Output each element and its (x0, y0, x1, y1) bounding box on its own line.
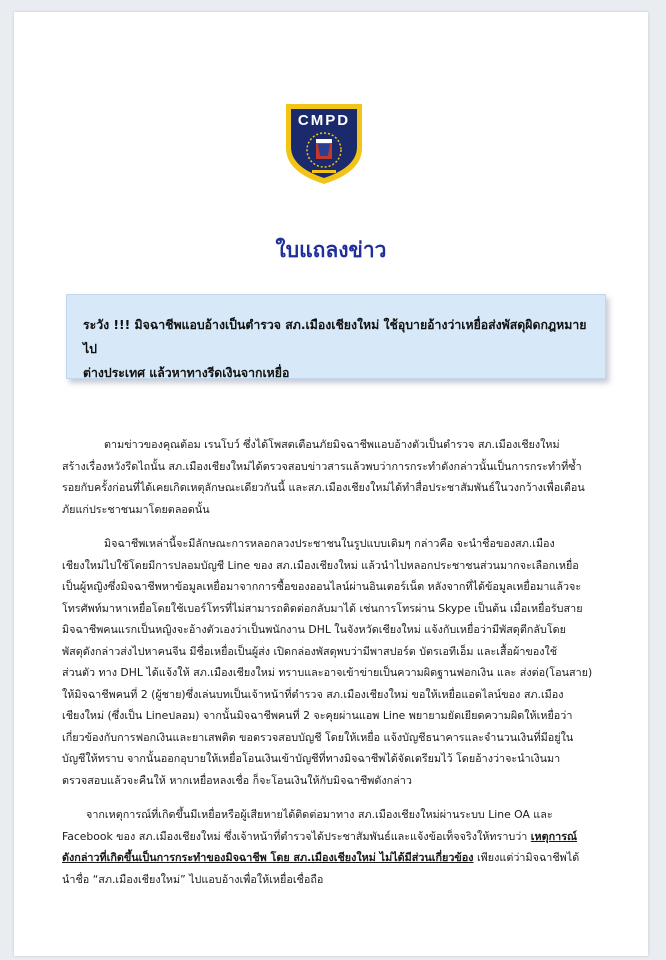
paragraph-3 (62, 804, 614, 890)
text-line: สร้างเรื่องหวังรีดไถนั้น สภ.เมืองเชียงใหม่ได้ตรวจสอบข่าวสารแล้วพบว่าการกระทำดังกล่าวนั้นเป็นการกระทำที่ซ้ำ (62, 459, 582, 473)
text-line: ส่วนตัว ทาง DHL ได้แจ้งให้ สภ.เมืองเชียงใหม่ ทราบและอาจเข้าข่ายเป็นความผิดฐานฟอกเงิน และ ส่งต่อ(โอนสาย) (62, 666, 593, 679)
text-emphasis: เหตุการณ์ (530, 829, 578, 843)
warning-notice-box (66, 294, 606, 379)
text-line: รอยกับครั้งก่อนที่ได้เคยเกิดเหตุลักษณะเดียวกันนี้ และสภ.เมืองเชียงใหม่ได้ทำสื่อประชาสัมพันธ์ในวงกว้างเพื่อเตือน (62, 481, 585, 494)
text-line: นำชื่อ “สภ.เมืองเชียงใหม่” ไปแอบอ้างเพื่อให้เหยื่อเชื่อถือ (62, 872, 324, 886)
text-line: บัญชีให้ทราบ จากนั้นออกอุบายให้เหยื่อโอนเงินเข้าบัญชีที่ทางมิจฉาชีพได้จัดเตรียมไว้ โดยอ้างว่าจะนำเงินมา (62, 752, 561, 765)
text-line: เกี่ยวข้องกับการฟอกเงินและยาเสพติด ขอตรวจสอบบัญชี โดยให้เหยื่อ แจ้งบัญชีธนาคารและจำนวนเงินที่มีอยู่ใน (62, 730, 574, 744)
text-emphasis: ดังกล่าวที่เกิดขึ้นเป็นการกระทำของมิจฉาชีพ โดย สภ.เมืองเชียงใหม่ ไม่ได้มีส่วนเกี่ยวข้อง (62, 851, 474, 864)
text-line: มิจฉาชีพคนแรกเป็นหญิงจะอ้างตัวเองว่าเป็นพนักงาน DHL ในจังหวัดเชียงใหม่ แจ้งกับเหยื่อว่ามีพัสดุตีกลับโดย (62, 623, 566, 636)
text-line: จากเหตุการณ์ที่เกิดขึ้นมีเหยื่อหรือผู้เสียหายได้ติดต่อมาทาง สภ.เมืองเชียงใหม่ผ่านระบบ Line OA และ (86, 808, 553, 821)
text-plain: Facebook ของ สภ.เมืองเชียงใหม่ ซึ่งเจ้าหน้าที่ตำรวจได้ประชาสัมพันธ์และแจ้งข้อเท็จจริงให้ทราบว่า (62, 829, 531, 843)
text-line: เป็นผู้หญิงซึ่งมิจฉาชีพหาข้อมูลเหยื่อมาจากการซื้อของออนไลน์ผ่านอินเตอร์เน็ต หลังจากที่ได้ข้อมูลเหยื่อมาแล้วจะ (62, 580, 582, 593)
document-page (14, 12, 648, 956)
text-line (62, 847, 614, 869)
paragraph-1 (62, 434, 614, 520)
text-plain: เพียงแต่ว่ามิจฉาชีพได้ (473, 851, 580, 864)
logo-text: CMPD (297, 112, 351, 129)
text-line: เชียงใหม่ไปใช้โดยมีการปลอมบัญชี Line ของ สภ.เมืองเชียงใหม่ แล้วนำไปหลอกประชาชนส่วนมากจะเลือกเหยื่อ (62, 558, 579, 572)
text-line: โทรศัพท์มาหาเหยื่อโดยใช้เบอร์โทรที่ไม่สามารถติดต่อกลับมาได้ เช่นการโทรผ่าน Skype เป็นต้น เมื่อเหยื่อรับสาย (62, 601, 583, 615)
text-line: พัสดุดังกล่าวส่งไปหาคนจีน มีชื่อเหยื่อเป็นผู้ส่ง เปิดกล่องพัสดุพบว่ามีพาสปอร์ต บัตรเอทีเอ็ม และเสื้อผ้าของใช้ (62, 644, 558, 658)
notice-line-1: ระวัง !!! มิจฉาชีพแอบอ้างเป็นตำรวจ สภ.เมืองเชียงใหม่ ใช้อุบายอ้างว่าเหยื่อส่งพัสดุผิดกฎหมายไป (83, 318, 587, 356)
text-line: ภัยแก่ประชาชนมาโดยตลอดนั้น (62, 502, 210, 516)
text-line: เชียงใหม่ (ซึ่งเป็น Lineปลอม) จากนั้นมิจฉาชีพคนที่ 2 จะคุยผ่านแอพ Line พยายามยัดเยียดความผิดให้เหยื่อว่า (62, 709, 573, 722)
article-body (62, 434, 614, 903)
text-line: ตรวจสอบแล้วจะคืนให้ หากเหยื่อหลงเชื่อ ก็จะโอนเงินให้กับมิจฉาชีพดังกล่าว (62, 773, 412, 787)
notice-line-2: ต่างประเทศ แล้วหาทางรีดเงินจากเหยื่อ (83, 366, 290, 380)
cmpd-badge-logo (282, 100, 366, 186)
text-line: ให้มิจฉาชีพคนที่ 2 (ผู้ชาย)ซึ่งเล่นบทเป็นเจ้าหน้าที่ตำรวจ สภ.เมืองเชียงใหม่ ขอให้เหยื่อแอดไลน์ของ สภ.เมือง (62, 687, 564, 701)
text-line: มิจฉาชีพเหล่านี้จะมีลักษณะการหลอกลวงประชาชนในรูปแบบเดิมๆ กล่าวคือ จะนำชื่อของสภ.เมือง (104, 537, 555, 550)
text-line (62, 826, 614, 848)
text-line: ตามข่าวของคุณต้อม เรนโบว์ ซึ่งได้โพสตเตือนภัยมิจฉาชีพแอบอ้างตัวเป็นตำรวจ สภ.เมืองเชียงใหม่ (104, 438, 560, 451)
page-title: ใบแถลงข่าว (275, 238, 387, 262)
paragraph-2 (62, 533, 614, 791)
